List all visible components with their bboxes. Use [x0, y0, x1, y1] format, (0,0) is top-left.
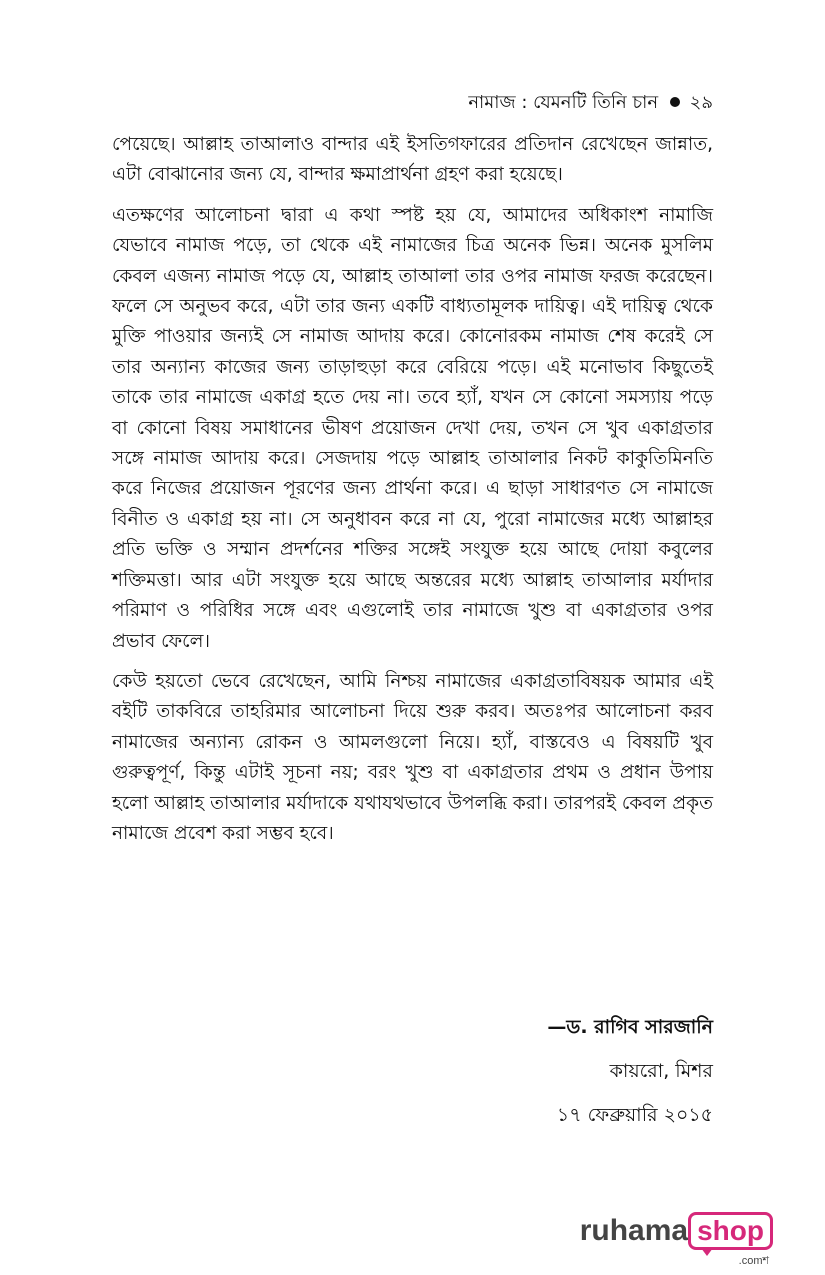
body-text — [112, 130, 713, 859]
logo-domain: .comশ — [738, 1255, 769, 1267]
signature-date: ১৭ ফেব্রুয়ারি ২০১৫ — [556, 1104, 713, 1126]
logo-text-shop: shop — [697, 1215, 764, 1246]
page-number: ২৯ — [689, 92, 713, 113]
author-name: —ড. রাগিব সারজানি — [547, 1016, 713, 1038]
signature-place: কায়রো, মিশর — [609, 1060, 713, 1082]
paragraph-3: কেউ হয়তো ভেবে রেখেছেন, আমি নিশ্চয় নামাজের একাগ্রতাবিষয়ক আমার এই বইটি তাকবিরে তাহরিমার আলোচনা দিয়ে শুরু করব। অতঃপর আলোচনা করব নামাজের অন্যান্য রোকন ও আমলগুলো নিয়ে। হ্যাঁ, বাস্তবেও এ বিষয়টি খুব গুরুত্বপূর্ণ, কিন্তু এটাই সূচনা নয়; বরং খুশু বা একাগ্রতার প্রথম ও প্রধান উপায় হলো আল্লাহ তাআলার মর্যাদাকে যথাযথভাবে উপলব্ধি করা। তারপরই কেবল প্রকৃত নামাজে প্রবেশ করা সম্ভব হবে। — [112, 670, 713, 844]
signature-block — [547, 1005, 713, 1137]
logo-speech-bubble-icon — [688, 1212, 773, 1250]
logo-text-ruhama: ruhama — [579, 1214, 689, 1247]
bullet-dot-icon — [670, 97, 680, 107]
ruhamashop-watermark-logo — [579, 1212, 773, 1267]
paragraph-1: পেয়েছে। আল্লাহ তাআলাও বান্দার এই ইসতিগফারের প্রতিদান রেখেছেন জান্নাত, এটা বোঝানোর জন্য যে, বান্দার ক্ষমাপ্রার্থনা গ্রহণ করা হয়েছে। — [112, 134, 713, 186]
paragraph-2: এতক্ষণের আলোচনা দ্বারা এ কথা স্পষ্ট হয় যে, আমাদের অধিকাংশ নামাজি যেভাবে নামাজ পড়ে, তা থেকে এই নামাজের চিত্র অনেক ভিন্ন। অনেক মুসলিম কেবল এজন্য নামাজ পড়ে যে, আল্লাহ তাআলা তার ওপর নামাজ ফরজ করেছেন। ফলে সে অনুভব করে, এটা তার জন্য একটি বাধ্যতামূলক দায়িত্ব। এই দায়িত্ব থেকে মুক্তি পাওয়ার জন্যই সে নামাজ আদায় করে। কোনোরকম নামাজ শেষ করেই সে তার অন্যান্য কাজের জন্য তাড়াহুড়া করে বেরিয়ে পড়ে। এই মনোভাব কিছুতেই তাকে তার নামাজে একাগ্র হতে দেয় না। তবে হ্যাঁ, যখন সে কোনো সমস্যায় পড়ে বা কোনো বিষয় সমাধানের ভীষণ প্রয়োজন দেখা দেয়, তখন সে খুব একাগ্রতার সঙ্গে নামাজ আদায় করে। সেজদায় পড়ে আল্লাহ তাআলার নিকট কাকুতিমিনতি করে নিজের প্রয়োজন পূরণের জন্য প্রার্থনা করে। এ ছাড়া সাধারণত সে নামাজে বিনীত ও একাগ্র হয় না। সে অনুধাবন করে না যে, পুরো নামাজের মধ্যে আল্লাহর প্রতি ভক্তি ও সম্মান প্রদর্শনের শক্তির সঙ্গেই সংযুক্ত হয়ে আছে দোয়া কবুলের শক্তিমত্তা। আর এটা সংযুক্ত হয়ে আছে অন্তরের মধ্যে আল্লাহ তাআলার মর্যাদার পরিমাণ ও পরিধির সঙ্গে এবং এগুলোই তার নামাজে খুশু বা একাগ্রতার ওপর প্রভাব ফেলে। — [112, 204, 713, 652]
running-title: নামাজ : যেমনটি তিনি চান — [468, 92, 659, 113]
running-header — [468, 88, 713, 118]
